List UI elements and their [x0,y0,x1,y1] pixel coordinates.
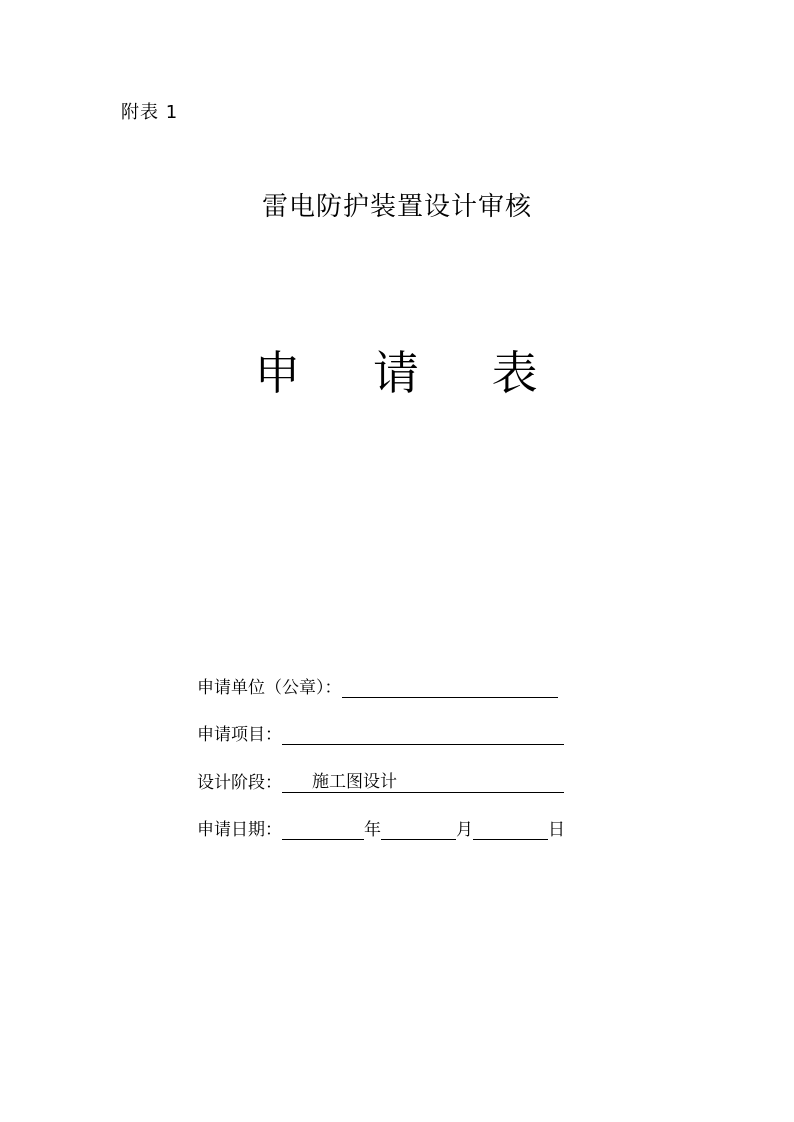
month-label: 月 [456,820,473,840]
main-title-char-2: 请 [373,346,421,400]
applicant-project-field[interactable] [282,722,564,745]
applicant-unit-row [197,676,558,700]
applicant-project-label: 申请项目： [197,725,282,745]
day-label: 日 [548,820,565,840]
appendix-label: 附表 1 [121,102,179,123]
main-title-char-1: 申 [254,346,303,400]
date-month-field[interactable] [381,817,456,840]
application-date-label: 申请日期： [197,820,282,840]
date-year-field[interactable] [282,817,364,840]
applicant-unit-label: 申请单位（公章）： [197,678,342,698]
design-stage-row [197,771,564,795]
year-label: 年 [364,820,381,840]
applicant-project-row [197,723,564,747]
design-stage-field[interactable]: 施工图设计 [282,771,564,793]
design-stage-label: 设计阶段： [197,773,282,793]
applicant-unit-field[interactable] [342,675,558,698]
document-subtitle: 雷电防护装置设计审核 [261,192,532,222]
document-main-title [0,337,794,403]
application-date-row [197,818,565,842]
date-day-field[interactable] [473,817,548,840]
main-title-char-3: 表 [491,346,540,400]
